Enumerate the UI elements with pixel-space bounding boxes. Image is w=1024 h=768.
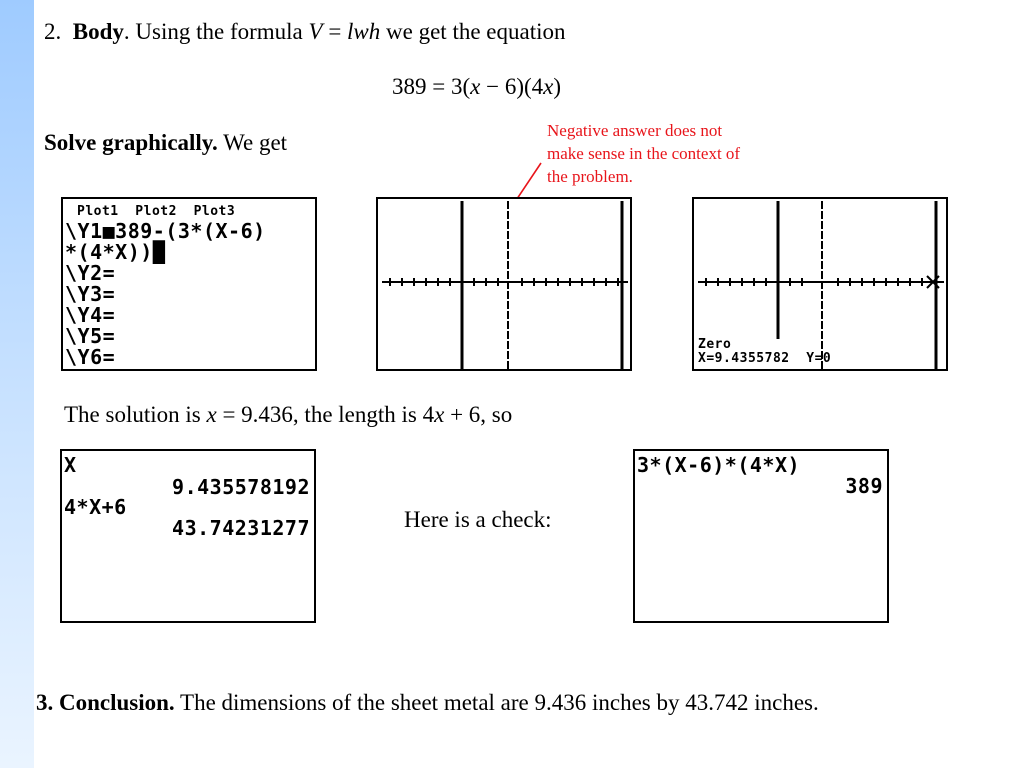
negative-answer-annotation: Negative answer does not make sense in the context of the problem.	[547, 121, 741, 186]
home-result-length: 43.74231277	[172, 516, 310, 540]
graph-plot	[378, 199, 632, 371]
calculator-graph-screen	[376, 197, 632, 371]
solution-text: The solution is x = 9.436, the length is 4x + 6, so	[64, 402, 513, 427]
body-heading: 2. Body. Using the formula V = lwh we get the equation	[44, 19, 566, 44]
solve-graphically-label: Solve graphically. We get	[44, 130, 288, 155]
check-result: 389	[845, 474, 883, 498]
calculator-zero-screen	[692, 197, 948, 371]
equation: 389 = 3(x − 6)(4x)	[392, 74, 562, 99]
zero-graph-plot	[694, 199, 948, 371]
calculator-y-editor-screen	[61, 197, 317, 371]
home-line-x: X	[64, 453, 77, 477]
y2-line: \Y2=	[65, 261, 116, 285]
check-label: Here is a check:	[404, 507, 552, 532]
zero-readout: X=9.4355782 Y=0	[698, 351, 832, 366]
y5-line: \Y5=	[65, 324, 116, 348]
zero-label: Zero	[698, 337, 732, 352]
home-result-x: 9.435578192	[172, 475, 310, 499]
y3-line: \Y3=	[65, 282, 116, 306]
check-expression: 3*(X-6)*(4*X)	[637, 453, 801, 477]
y4-line: \Y4=	[65, 303, 116, 327]
calculator-check-screen	[633, 449, 889, 623]
calculator-home-screen	[60, 449, 316, 623]
y1-continuation: *(4*X))█	[65, 240, 166, 264]
plot-header: Plot1 Plot2 Plot3	[77, 204, 236, 219]
conclusion-text: 3. Conclusion. The dimensions of the sheet metal are 9.436 inches by 43.742 inches.	[36, 690, 819, 715]
home-line-length: 4*X+6	[64, 495, 127, 519]
y6-line: \Y6=	[65, 345, 116, 369]
y1-line: \Y1■389-(3*(X-6)	[65, 219, 266, 243]
